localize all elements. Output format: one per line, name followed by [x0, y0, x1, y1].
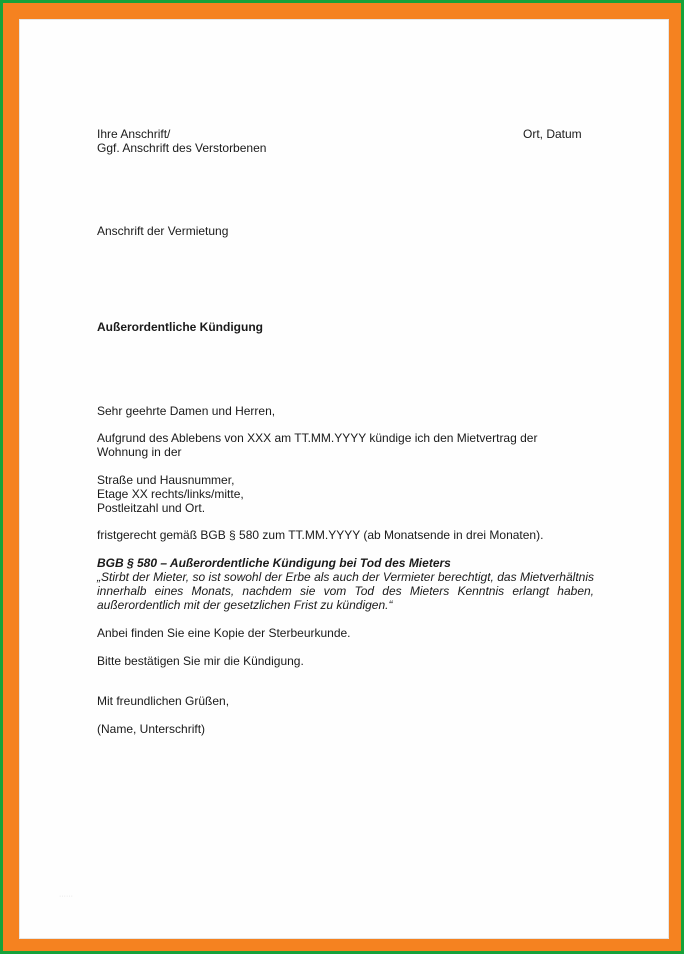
- body-paragraph-line-2: Wohnung in der: [97, 445, 182, 459]
- place-date: Ort, Datum: [523, 127, 582, 141]
- signature-placeholder: (Name, Unterschrift): [97, 722, 206, 736]
- deadline-sentence: fristgerecht gemäß BGB § 580 zum TT.MM.YYYY (ab Monatsende in drei Monaten).: [97, 528, 544, 542]
- sender-line-2: Ggf. Anschrift des Verstorbenen: [97, 141, 267, 155]
- subject-line: Außerordentliche Kündigung: [97, 320, 263, 334]
- closing-greeting: Mit freundlichen Grüßen,: [97, 694, 230, 708]
- address-floor: Etage XX rechts/links/mitte,: [97, 487, 244, 501]
- recipient-address: Anschrift der Vermietung: [97, 224, 229, 238]
- salutation: Sehr geehrte Damen und Herren,: [97, 404, 276, 418]
- address-city: Postleitzahl und Ort.: [97, 501, 206, 515]
- body-paragraph-line-1: Aufgrund des Ablebens von XXX am TT.MM.YYYY kündige ich den Mietvertrag der: [97, 431, 538, 445]
- address-street: Straße und Hausnummer,: [97, 473, 235, 487]
- orange-frame: [3, 3, 681, 951]
- watermark: ······: [59, 893, 73, 900]
- confirmation-request: Bitte bestätigen Sie mir die Kündigung.: [97, 654, 304, 668]
- law-citation-title: BGB § 580 – Außerordentliche Kündigung bei Tod des Mieters: [97, 556, 451, 570]
- enclosure-note: Anbei finden Sie eine Kopie der Sterbeurkunde.: [97, 626, 351, 640]
- letter-page: [19, 19, 669, 939]
- law-citation-text: „Stirbt der Mieter, so ist sowohl der Erbe als auch der Vermieter berechtigt, das Mietverhältnis innerhalb eines Monats, nachdem sie vom Tod des Mieters Kenntnis erlangt haben, außerordentlich mit der gesetzlichen Frist zu kündigen.“: [97, 570, 594, 612]
- sender-line-1: Ihre Anschrift/: [97, 127, 171, 141]
